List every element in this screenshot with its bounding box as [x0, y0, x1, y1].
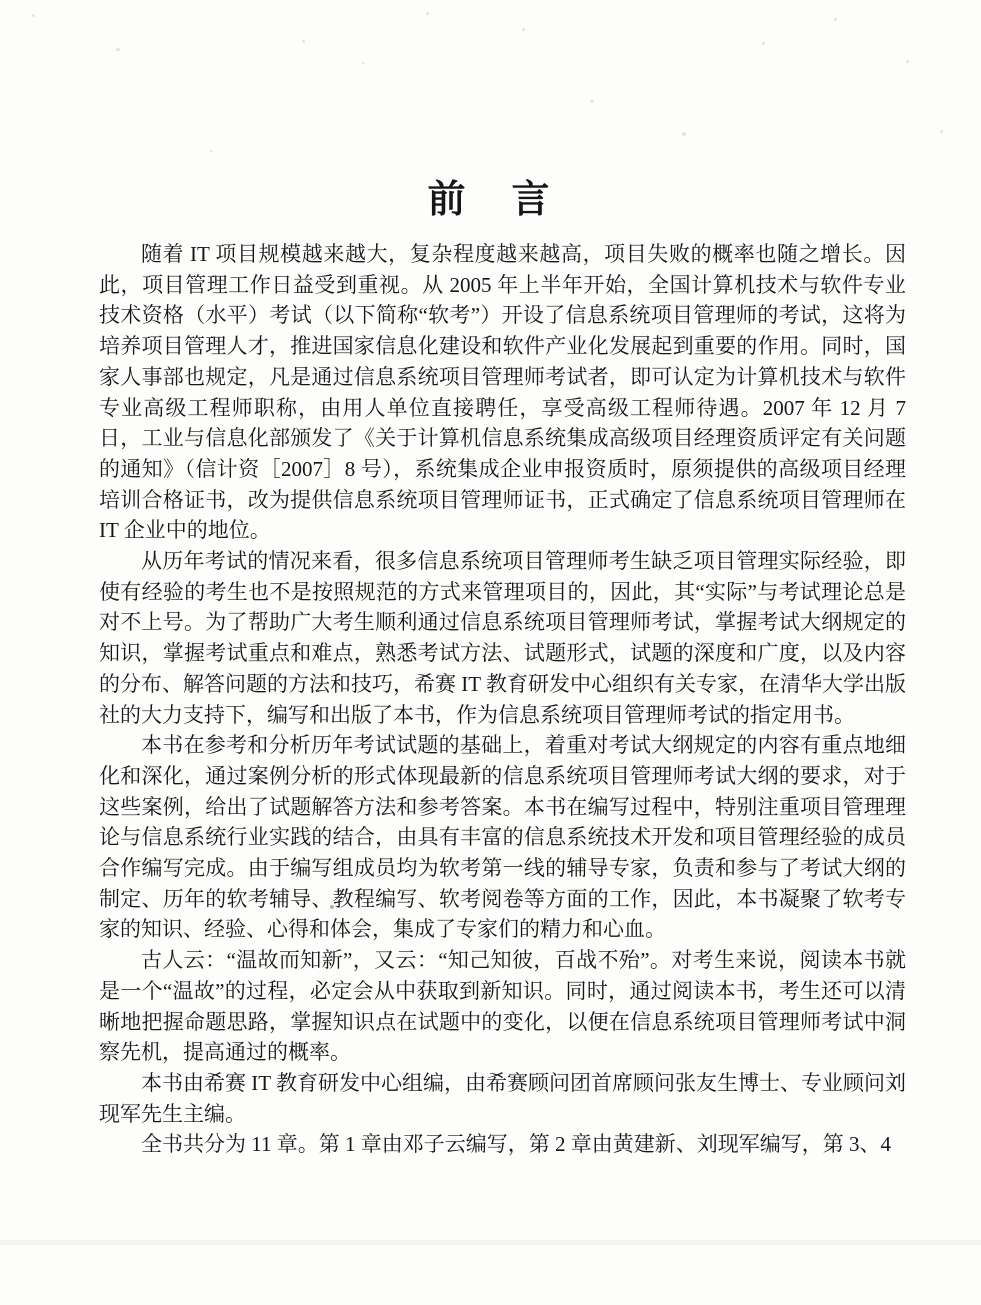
- page-title: 前 言: [427, 179, 554, 221]
- scan-edge-artifact: [0, 1240, 981, 1245]
- scan-speck: [682, 132, 686, 136]
- scan-speck: [116, 48, 120, 51]
- paragraph: 本书由希赛 IT 教育研发中心组编，由希赛顾问团首席顾问张友生博士、专业顾问刘现军先生主编。: [99, 1070, 906, 1126]
- paragraph: 随着 IT 项目规模越来越大，复杂程度越来越高，项目失败的概率也随之增长。因此，项目管理工作日益受到重视。从 2005 年上半年开始，全国计算机技术与软件专业技术资格（水平）考试（以下简称“软考”）开设了信息系统项目管理师的考试，这将为培养项目管理人才，推进国家信息化建设和软件产业化发展起到重要的作用。同时，国家人事部也规定，凡是通过信息系统项目管理师考试者，即可认定为计算机技术与软件专业高级工程师职称，由用人单位直接聘任，享受高级工程师待遇。2007 年 12 月 7 日，工业与信息化部颁发了《关于计算机信息系统集成高级项目经理资质评定有关问题的通知》（信计资［2007］8 号），系统集成企业申报资质时，原须提供的高级项目经理培训合格证书，改为提供信息系统项目管理师证书，正式确定了信息系统项目管理师在 IT 企业中的地位。: [99, 242, 906, 543]
- scan-speck: [210, 150, 213, 152]
- paragraph: 全书共分为 11 章。第 1 章由邓子云编写，第 2 章由黄建新、刘现军编写，第 3、4: [141, 1132, 891, 1157]
- paragraph: 古人云：“温故而知新”，又云：“知己知彼，百战不殆”。对考生来说，阅读本书就是一个“温故”的过程，必定会从中获取到新知识。同时，通过阅读本书，考生还可以清晰地把握命题思路，掌握知识点在试题中的变化，以便在信息系统项目管理师考试中洞察先机，提高通过的概率。: [99, 948, 906, 1065]
- scan-speck: [362, 62, 365, 64]
- paragraph: 从历年考试的情况来看，很多信息系统项目管理师考生缺乏项目管理实际经验，即使有经验的考生也不是按照规范的方式来管理项目的，因此，其“实际”与考试理论总是对不上号。为了帮助广大考生顺利通过信息系统项目管理师考试，掌握考试大纲规定的知识，掌握考试重点和难点，熟悉考试方法、试题形式，试题的深度和广度，以及内容的分布、解答问题的方法和技巧，希赛 IT 教育研发中心组织有关专家，在清华大学出版社的大力支持下，编写和出版了本书，作为信息系统项目管理师考试的指定用书。: [99, 549, 906, 727]
- scan-speck: [302, 40, 305, 43]
- paragraph: 本书在参考和分析历年考试试题的基础上，着重对考试大纲规定的内容有重点地细化和深化，通过案例分析的形式体现最新的信息系统项目管理师考试大纲的要求，对于这些案例，给出了试题解答方法和参考答案。本书在编写过程中，特别注重项目管理理论与信息系统行业实践的结合，由具有丰富的信息系统技术开发和项目管理经验的成员合作编写完成。由于编写组成员均为软考第一线的辅导专家，负责和参与了考试大纲的制定、历年的软考辅导、教程编写、软考阅卷等方面的工作，因此，本书凝聚了软考专家的知识、经验、心得和体会，集成了专家们的精力和心血。: [99, 733, 906, 942]
- scan-speck: [906, 60, 909, 63]
- scan-speck: [590, 100, 594, 103]
- scan-speck: [426, 12, 429, 15]
- preface-body: [99, 239, 906, 1160]
- scan-speck: [940, 130, 943, 133]
- scan-speck: [834, 18, 837, 21]
- scan-speck: [32, 14, 35, 17]
- scan-speck: [762, 42, 765, 45]
- scan-speck: [522, 28, 525, 31]
